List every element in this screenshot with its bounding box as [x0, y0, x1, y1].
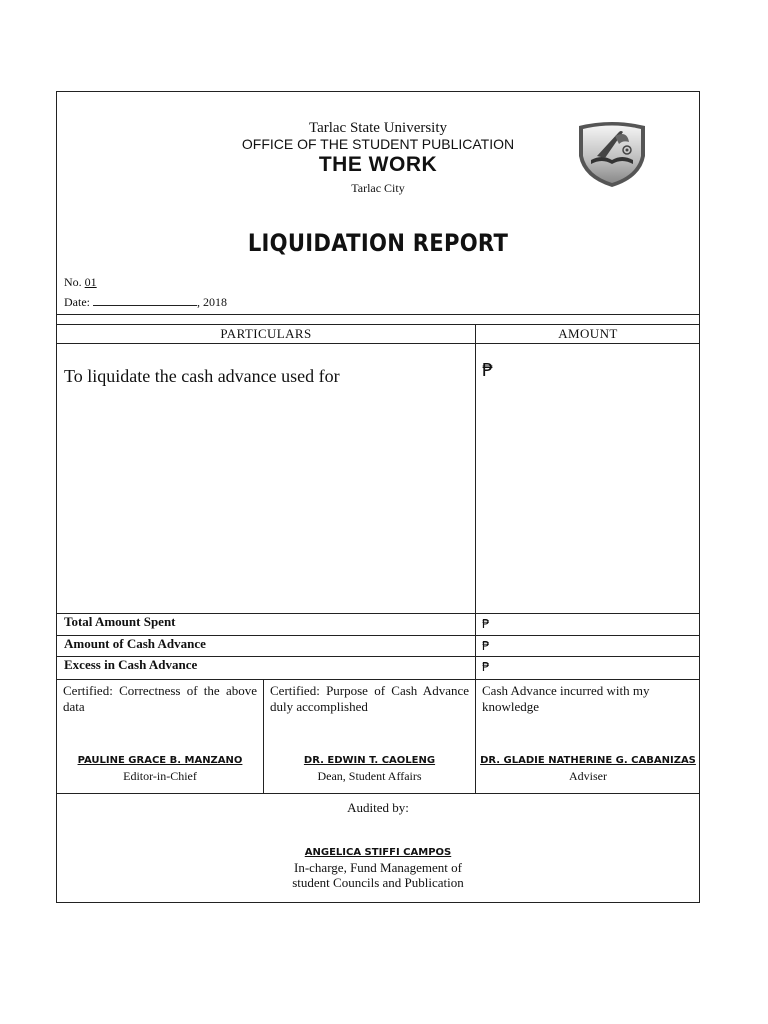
report-number-value: 01	[84, 275, 97, 289]
report-date-year: , 2018	[197, 295, 227, 309]
signer-name: PAULINE GRACE B. MANZANO	[77, 755, 243, 766]
auditor-name: ANGELICA STIFFI CAMPOS	[304, 847, 452, 858]
publication-name: THE WORK	[318, 153, 438, 176]
certification-text: Cash Advance incurred with my knowledge	[482, 683, 650, 714]
date-blank-field[interactable]	[93, 295, 197, 306]
cash-advance-label: Amount of Cash Advance	[64, 636, 206, 651]
certification-text: Certified: Purpose of Cash Advance duly accomplished	[270, 683, 469, 714]
signer-role: Editor-in-Chief	[123, 769, 197, 783]
divider	[57, 324, 699, 325]
certification-text: Certified: Correctness of the above data	[63, 683, 257, 714]
city-name: Tarlac City	[351, 181, 405, 195]
signer-name: DR. GLADIE NATHERINE G. CABANIZAS	[480, 755, 696, 766]
audited-by-label: Audited by:	[347, 800, 409, 815]
report-date-label: Date:	[64, 295, 90, 309]
amount-header: AMOUNT	[558, 326, 618, 341]
particulars-text[interactable]: To liquidate the cash advance used for	[64, 366, 340, 386]
auditor-role: student Councils and Publication	[292, 875, 464, 890]
signer-name: DR. EDWIN T. CAOLENG	[303, 755, 436, 766]
office-name: OFFICE OF THE STUDENT PUBLICATION	[241, 136, 515, 152]
divider	[57, 793, 699, 794]
divider	[57, 314, 699, 315]
quill-book-shield-icon	[575, 120, 649, 190]
auditor-role: In-charge, Fund Management of	[294, 860, 462, 875]
signer-role: Dean, Student Affairs	[317, 769, 422, 783]
peso-sign-icon: ₱	[482, 660, 490, 674]
column-divider	[475, 324, 476, 793]
university-name: Tarlac State University	[308, 120, 448, 136]
peso-sign-icon: ₱	[482, 639, 490, 653]
report-number-label: No.	[64, 275, 82, 289]
divider	[57, 679, 699, 680]
report-title: LIQUIDATION REPORT	[247, 229, 509, 257]
divider	[57, 343, 699, 344]
peso-sign-icon: ₱	[482, 360, 494, 381]
excess-label: Excess in Cash Advance	[64, 657, 198, 672]
signer-role: Adviser	[569, 769, 607, 783]
report-date	[64, 295, 227, 310]
peso-sign-icon: ₱	[482, 617, 490, 631]
report-number	[64, 275, 97, 290]
particulars-header: PARTICULARS	[220, 326, 312, 341]
total-spent-label: Total Amount Spent	[64, 614, 176, 629]
form-header	[57, 92, 699, 320]
liquidation-report-form	[56, 91, 700, 903]
